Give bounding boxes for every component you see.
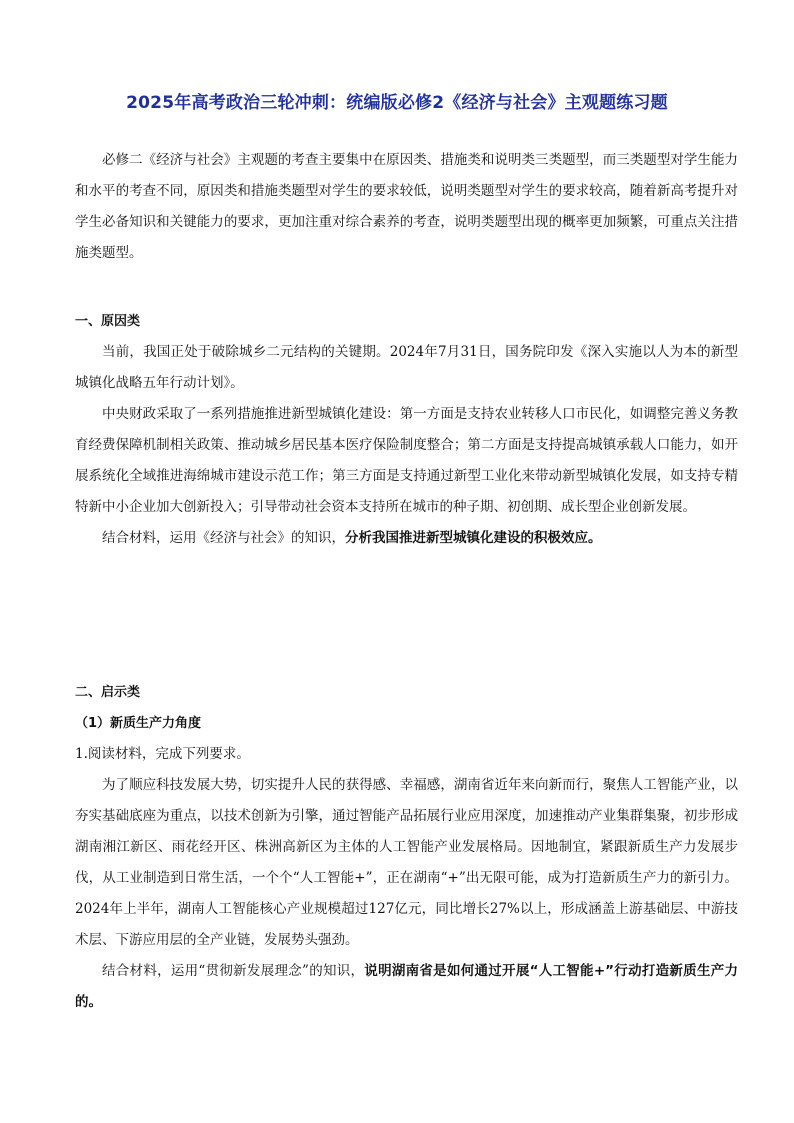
section-2-question — [75, 956, 738, 1018]
intro-paragraph: 必修二《经济与社会》主观题的考查主要集中在原因类、措施类和说明类三类题型，而三类题型对学生能力和水平的考查不同，原因类和措施类题型对学生的要求较低，说明类题型对学生的要求较高，随着新高考提升对学生必备知识和关键能力的要求，更加注重对综合素养的考查，说明类题型出现的概率更加频繁，可重点关注措施类题型。 — [75, 152, 738, 261]
section-2-paragraph-1: 为了顺应科技发展大势，切实提升人民的获得感、幸福感，湖南省近年来向新而行，聚焦人工智能产业，以夯实基础底座为重点，以技术创新为引擎，通过智能产品拓展行业应用深度，加速推动产业集群集聚，初步形成湖南湘江新区、雨花经开区、株洲高新区为主体的人工智能产业发展格局。因地制宜，紧跟新质生产力发展步伐，从工业制造到日常生活，一个个“人工智能+”，正在湖南“+”出无限可能，成为打造新质生产力的新引力。2024年上半年，湖南人工智能核心产业规模超过127亿元，同比增长27%以上，形成涵盖上游基础层、中游技术层、下游应用层的全产业链，发展势头强劲。 — [75, 777, 738, 948]
section-1-paragraph-1: 当前，我国正处于破除城乡二元结构的关键期。2024年7月31日，国务院印发《深入实施以人为本的新型城镇化战略五年行动计划》。 — [75, 344, 738, 391]
section-2-heading: 二、启示类 — [75, 685, 141, 700]
section-1-question-prefix: 结合材料，运用《经济与社会》的知识， — [102, 530, 345, 546]
document-title: 2025年高考政治三轮冲刺：统编版必修2《经济与社会》主观题练习题 — [126, 93, 668, 113]
section-2-question-emphasis: 说明湖南省是如何通过开展“人工智能+”行动打造新质生产力的。 — [75, 963, 738, 1010]
section-2-question-prefix: 结合材料，运用“贯彻新发展理念”的知识， — [102, 963, 365, 979]
section-1-question — [75, 523, 738, 554]
section-2-subheading: （1）新质生产力角度 — [75, 716, 202, 731]
section-1-question-emphasis: 分析我国推进新型城镇化建设的积极效应。 — [345, 530, 602, 546]
section-2-item-1: 1.阅读材料，完成下列要求。 — [75, 746, 250, 762]
section-1-paragraph-2: 中央财政采取了一系列措施推进新型城镇化建设：第一方面是支持农业转移人口市民化，如调整完善义务教育经费保障机制相关政策、推动城乡居民基本医疗保险制度整合；第二方面是支持提高城镇承载人口能力，如开展系统化全域推进海绵城市建设示范工作；第三方面是支持通过新型工业化来带动新型城镇化发展，如支持专精特新中小企业加大创新投入；引导带动社会资本支持所在城市的种子期、初创期、成长型企业创新发展。 — [75, 406, 738, 515]
section-reasons — [75, 306, 738, 554]
section-inspiration — [75, 677, 738, 1018]
section-1-heading: 一、原因类 — [75, 314, 141, 329]
